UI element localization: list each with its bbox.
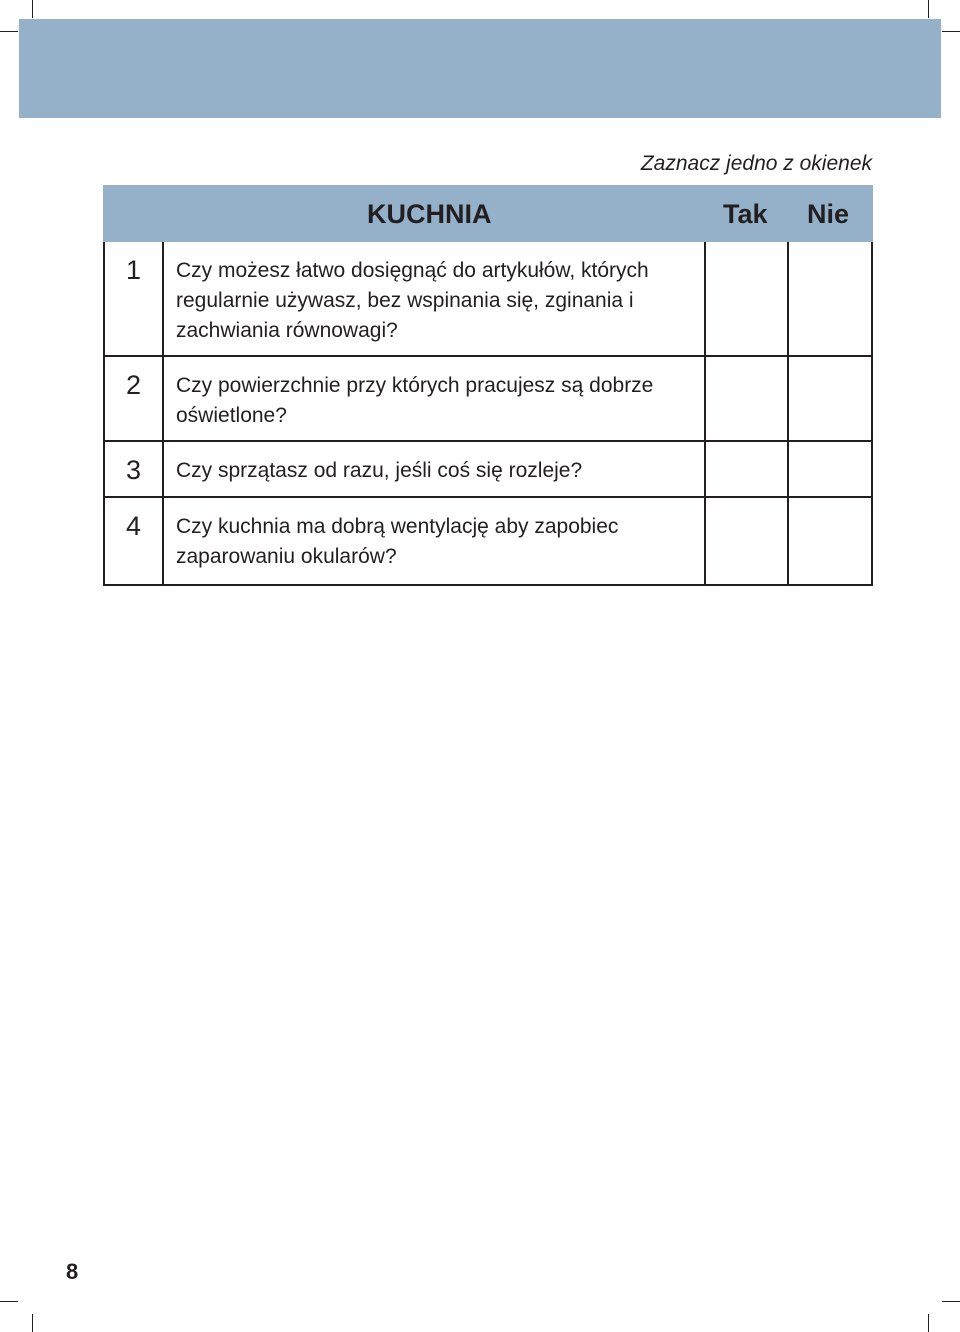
crop-mark	[928, 0, 929, 18]
no-checkbox[interactable]	[789, 498, 870, 584]
kitchen-checklist-table	[103, 185, 873, 586]
row-number: 1	[105, 242, 164, 355]
crop-mark	[32, 1314, 33, 1332]
table-body	[103, 242, 873, 586]
instruction-text: Zaznacz jedno z okienek	[640, 152, 872, 175]
table-row	[105, 242, 871, 357]
crop-mark	[942, 1301, 960, 1302]
crop-mark	[32, 0, 33, 18]
row-question: Czy powierzchnie przy których pracujesz są dobrze oświetlone?	[164, 357, 706, 440]
row-number: 4	[105, 498, 164, 584]
crop-mark	[928, 1314, 929, 1332]
page-number: 8	[66, 1259, 79, 1284]
row-number: 2	[105, 357, 164, 440]
row-question: Czy sprzątasz od razu, jeśli coś się rozleje?	[164, 442, 706, 496]
table-header	[103, 185, 873, 242]
no-checkbox[interactable]	[789, 357, 870, 440]
row-number: 3	[105, 442, 164, 496]
yes-checkbox[interactable]	[706, 242, 789, 355]
column-header-no: Nie	[807, 199, 850, 229]
crop-mark	[0, 1301, 18, 1302]
header-band	[19, 19, 941, 118]
yes-checkbox[interactable]	[706, 357, 789, 440]
no-checkbox[interactable]	[789, 242, 870, 355]
table-row	[105, 498, 871, 586]
no-checkbox[interactable]	[789, 442, 870, 496]
table-row	[105, 442, 871, 498]
column-header-yes: Tak	[723, 199, 768, 229]
yes-checkbox[interactable]	[706, 498, 789, 584]
yes-checkbox[interactable]	[706, 442, 789, 496]
table-title: KUCHNIA	[367, 199, 492, 229]
crop-mark	[0, 31, 18, 32]
table-row	[105, 357, 871, 442]
row-question: Czy możesz łatwo dosięgnąć do artykułów, których regularnie używasz, bez wspinania się, zginania i zachwiania równowagi?	[164, 242, 706, 355]
crop-mark	[942, 31, 960, 32]
row-question: Czy kuchnia ma dobrą wentylację aby zapobiec zaparowaniu okularów?	[164, 498, 706, 584]
